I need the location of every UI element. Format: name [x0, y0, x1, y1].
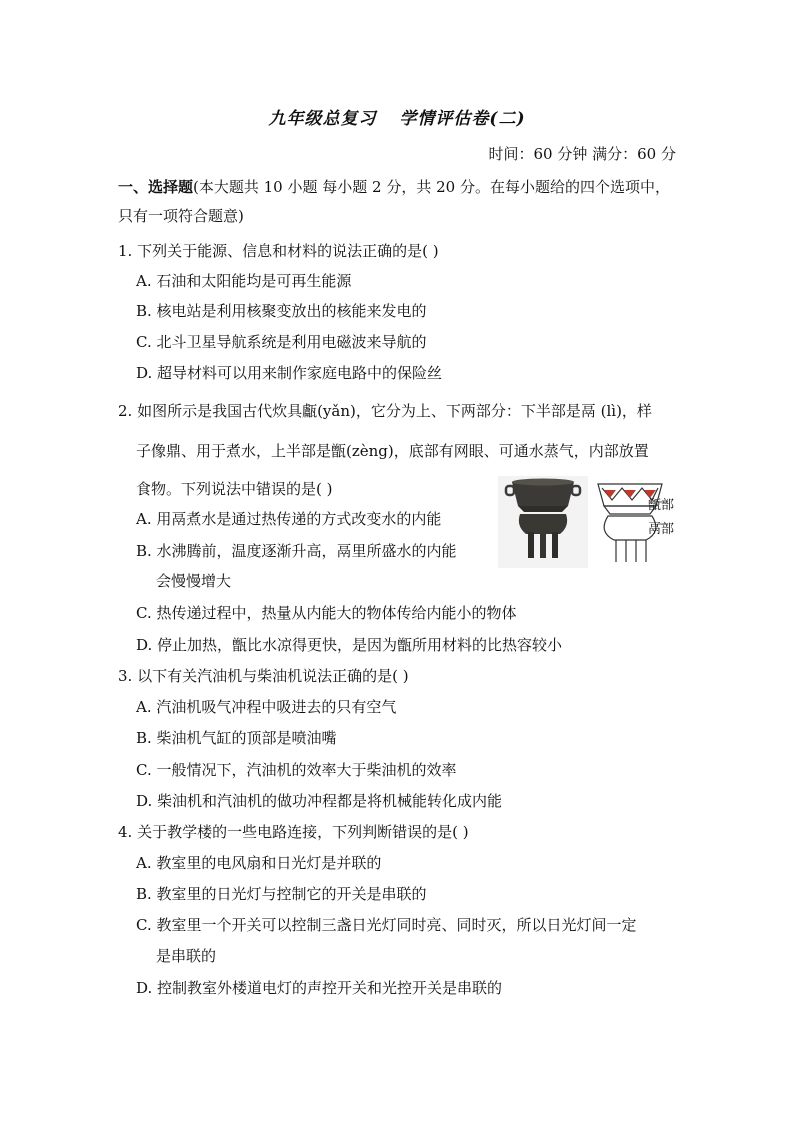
question-1-stem: 1. 下列关于能源、信息和材料的说法正确的是( ): [118, 242, 439, 260]
question-3-option-a: A. 汽油机吸气冲程中吸进去的只有空气: [136, 698, 397, 716]
section-intro-line1: (本大题共 10 小题 每小题 2 分，共 20 分。在每小题给的四个选项中，: [193, 178, 670, 196]
question-2-option-c: C. 热传递过程中，热量从内能大的物体传给内能小的物体: [136, 604, 517, 622]
question-4-option-c-cont: 是串联的: [156, 947, 217, 965]
question-1-option-b: B. 核电站是利用核聚变放出的核能来发电的: [136, 302, 427, 320]
question-2-stem-line3: 食物。下列说法中错误的是( ): [136, 480, 333, 498]
question-4-option-a: A. 教室里的电风扇和日光灯是并联的: [136, 854, 382, 872]
question-2-option-a: A. 用鬲煮水是通过热传递的方式改变水的内能: [136, 510, 442, 528]
time-score-info: 时间：60 分钟 满分：60 分: [488, 145, 676, 163]
section-heading: [118, 176, 670, 197]
question-4-stem: 4. 关于教学楼的一些电路连接，下列判断错误的是( ): [118, 823, 469, 841]
question-4-option-d: D. 控制教室外楼道电灯的声控开关和光控开关是串联的: [136, 979, 503, 997]
figure-label-zeng: 甑部: [648, 498, 675, 513]
question-3-option-c: C. 一般情况下，汽油机的效率大于柴油机的效率: [136, 761, 457, 779]
question-2-option-b-cont: 会慢慢增大: [156, 572, 232, 590]
title-grade: 九年级总复习: [268, 109, 377, 129]
page-title: [0, 104, 794, 129]
question-2-option-b: B. 水沸腾前，温度逐渐升高，鬲里所盛水的内能: [136, 542, 457, 560]
question-3-stem: 3. 以下有关汽油机与柴油机说法正确的是( ): [118, 667, 409, 685]
question-1-option-c: C. 北斗卫星导航系统是利用电磁波来导航的: [136, 333, 427, 351]
question-4-option-c: C. 教室里一个开关可以控制三盏日光灯同时亮、同时灭，所以日光灯间一定: [136, 916, 637, 934]
question-1-option-a: A. 石油和太阳能均是可再生能源: [136, 272, 352, 290]
question-3-option-d: D. 柴油机和汽油机的做功冲程都是将机械能转化成内能: [136, 792, 503, 810]
question-1-option-d: D. 超导材料可以用来制作家庭电路中的保险丝: [136, 364, 443, 382]
section-intro-line2: 只有一项符合题意): [118, 207, 244, 225]
section-label: 一、选择题: [118, 178, 194, 196]
question-3-option-b: B. 柴油机气缸的顶部是喷油嘴: [136, 729, 337, 747]
figure-label-li: 鬲部: [648, 522, 675, 537]
question-2-option-d: D. 停止加热，甑比水凉得更快，是因为甑所用材料的比热容较小: [136, 636, 563, 654]
question-2-stem-line2: 子像鼎、用于煮水，上半部是甑(zèng)，底部有网眼、可通水蒸气，内部放置: [136, 442, 649, 460]
question-4-option-b: B. 教室里的日光灯与控制它的开关是串联的: [136, 885, 427, 903]
question-2-stem-line1: 2. 如图所示是我国古代炊具甗(yǎn)，它分为上、下两部分：下半部是鬲 (lì)，样: [118, 402, 652, 420]
title-exam-name: 学情评估卷(二): [399, 109, 526, 129]
yan-cooker-figure: [498, 476, 678, 568]
